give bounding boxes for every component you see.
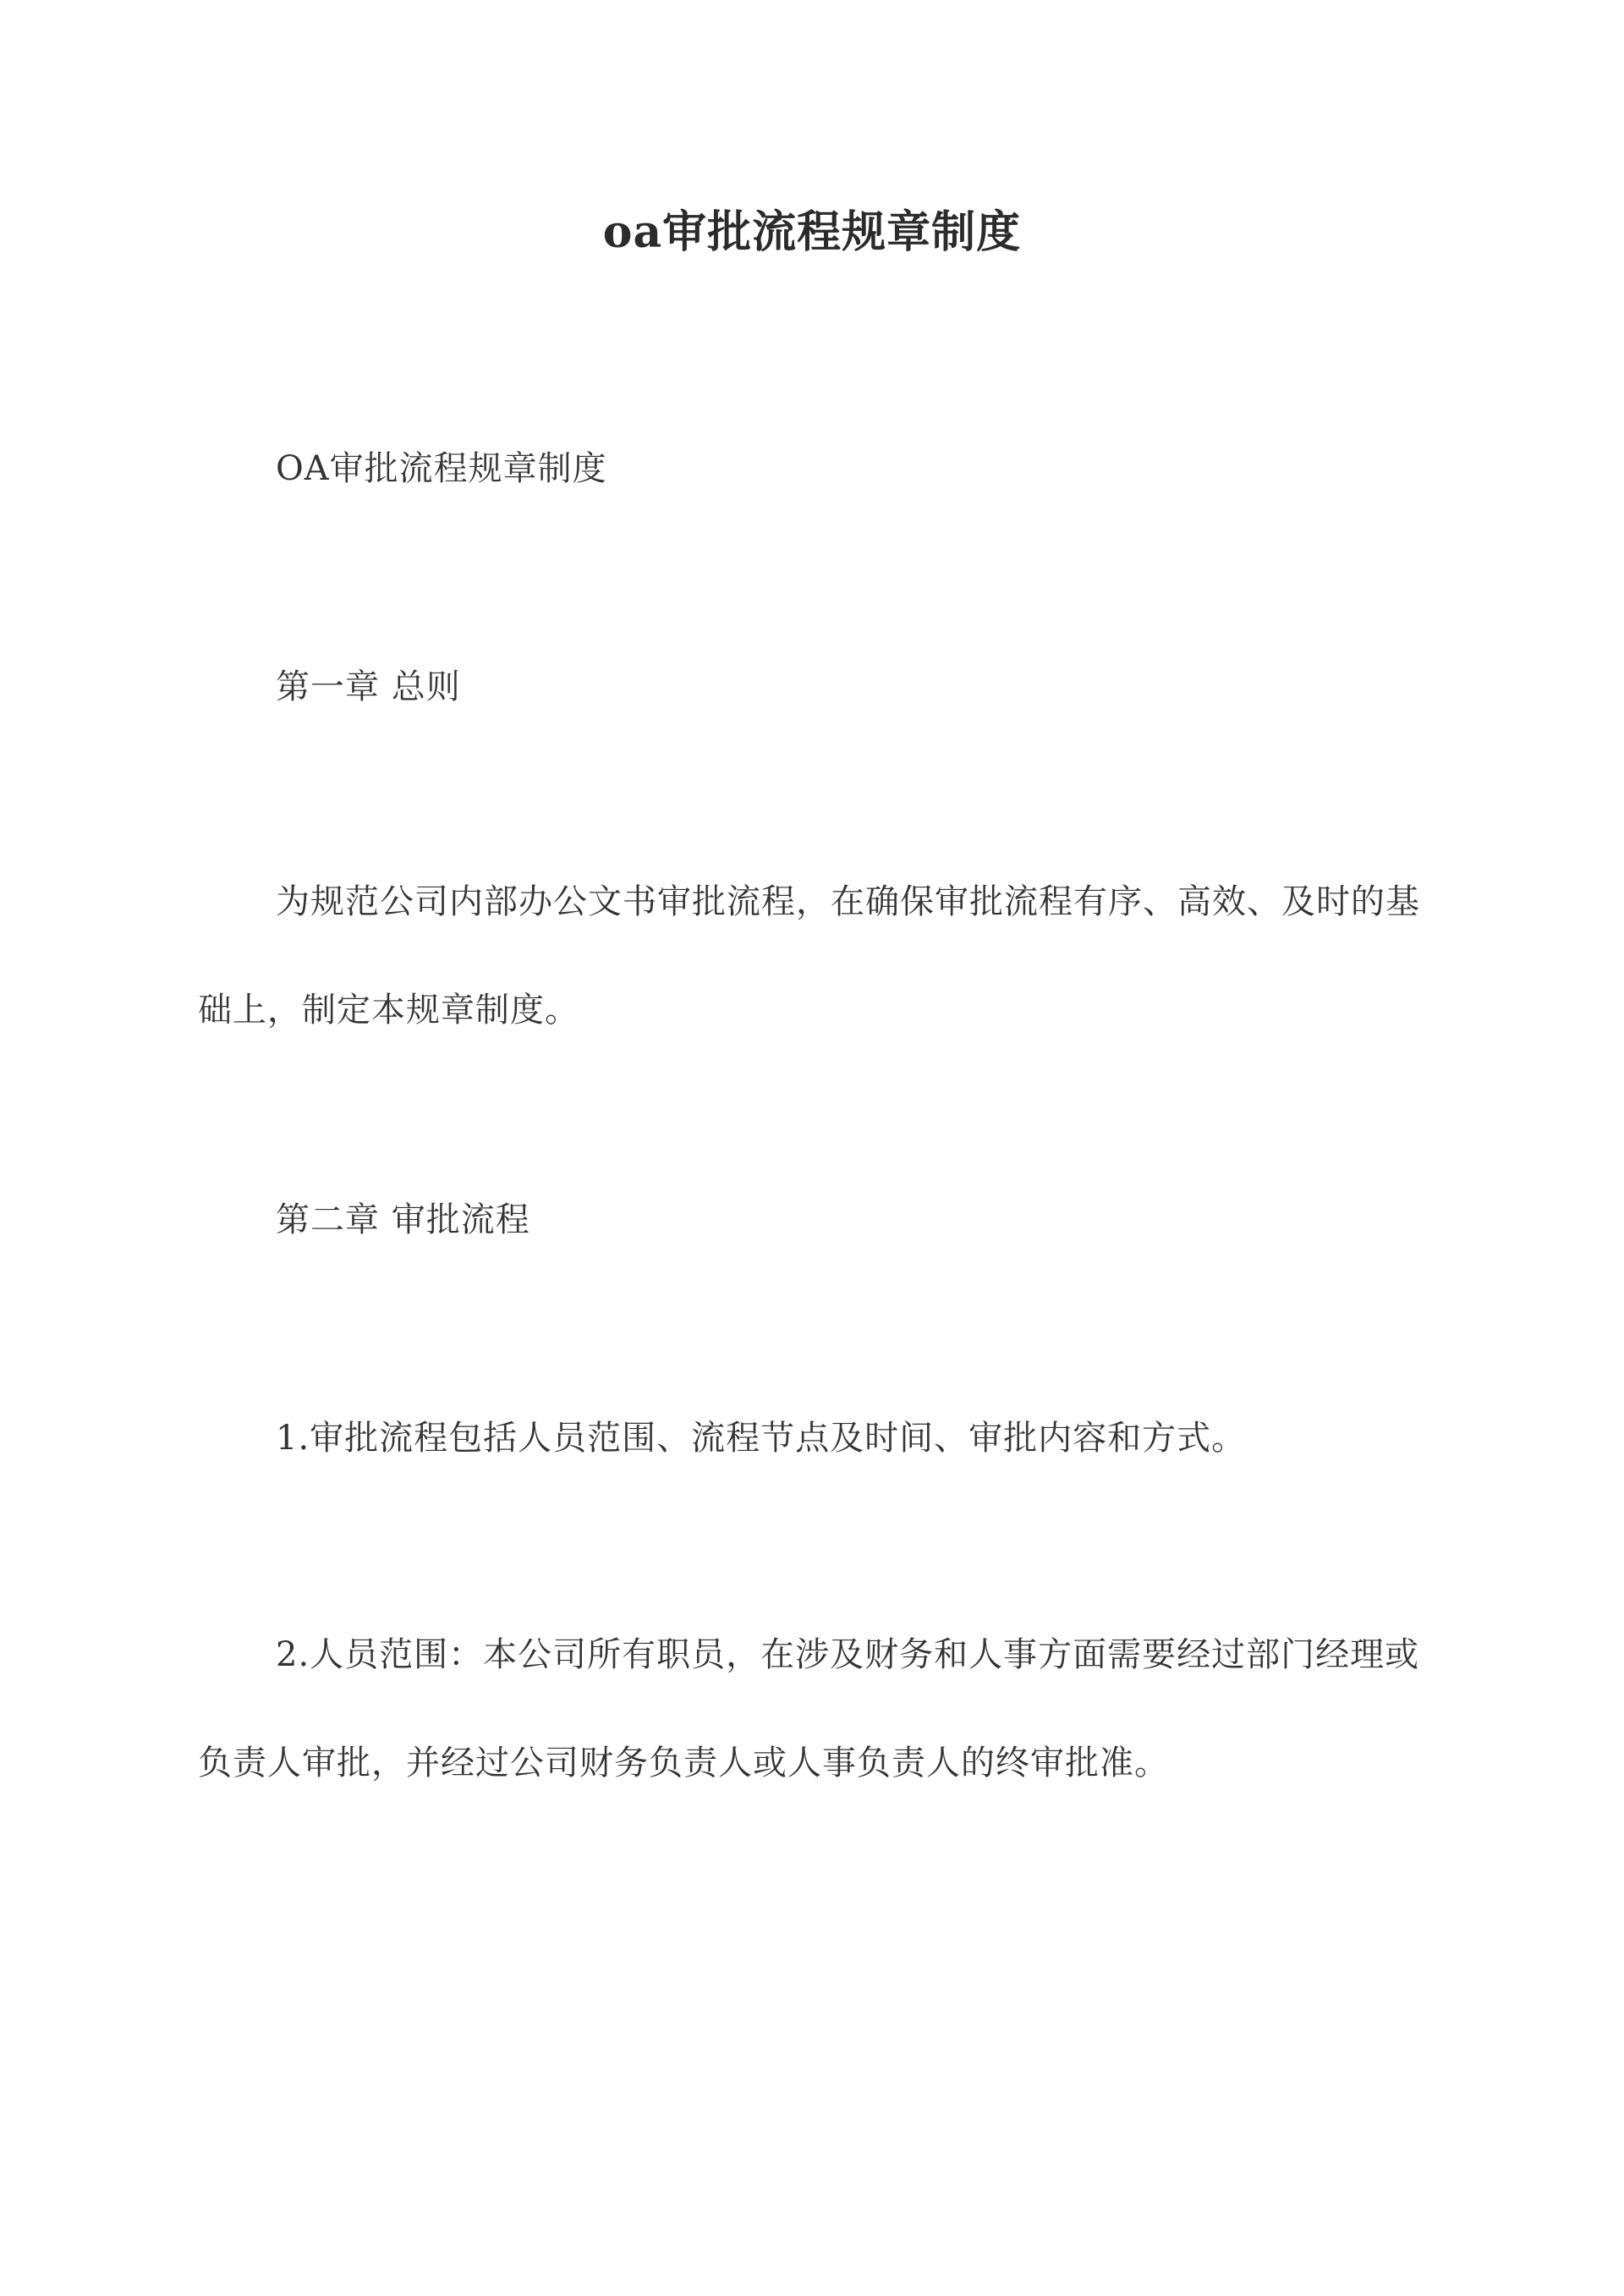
list-item: 1.审批流程包括人员范围、流程节点及时间、审批内容和方式。 (276, 1419, 1247, 1458)
document-title: oa审批流程规章制度 (602, 206, 1022, 258)
body-paragraph: 为规范公司内部办公文书审批流程，在确保审批流程有序、高效、及时的基础上，制定本规章制度。 (198, 882, 1420, 1030)
chapter-heading: 第二章 审批流程 (276, 1200, 530, 1239)
list-item: 2.人员范围：本公司所有职员，在涉及财务和人事方面需要经过部门经理或负责人审批，并经过公司财务负责人或人事负责人的终审批准。 (198, 1635, 1420, 1782)
doc-heading: OA审批流程规章制度 (276, 449, 607, 488)
chapter-heading: 第一章 总则 (276, 667, 461, 706)
